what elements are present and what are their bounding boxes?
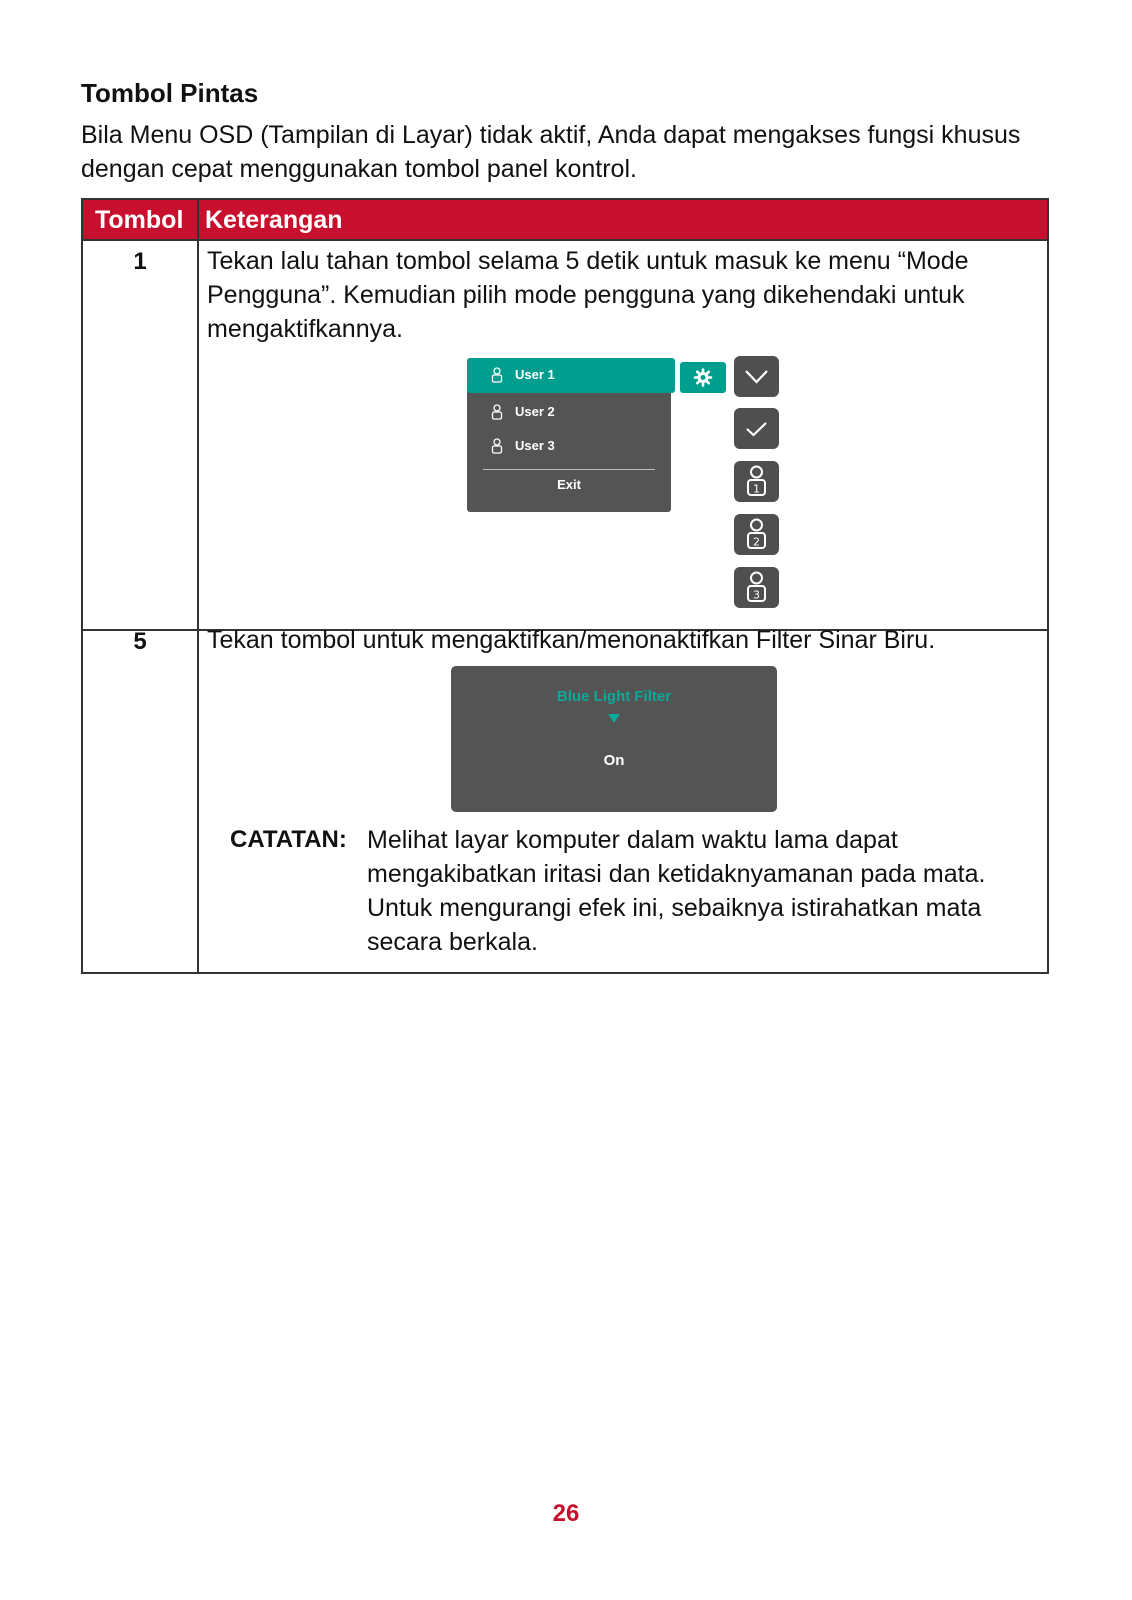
menu-item-user-3 — [467, 429, 671, 464]
section-title: Tombol Pintas — [81, 78, 259, 108]
column-divider — [197, 200, 199, 972]
menu-divider — [483, 469, 655, 470]
row-desc-5: Tekan tombol untuk mengaktifkan/menonaktifkan Filter Sinar Biru. — [207, 626, 936, 654]
menu-item-user-2 — [467, 395, 671, 430]
user-1-button — [734, 461, 779, 502]
check-icon — [734, 408, 779, 449]
svg-text:3: 3 — [753, 588, 760, 602]
table-header — [83, 200, 1047, 241]
user-1-icon — [734, 461, 779, 502]
intro-paragraph: Bila Menu OSD (Tampilan di Layar) tidak aktif, Anda dapat mengakses fungsi khusus dengan cepat menggunakan tombol panel kontrol. — [81, 121, 1021, 183]
gear-icon — [680, 362, 726, 393]
svg-text:2: 2 — [753, 535, 760, 549]
gear-button — [680, 362, 726, 393]
header-tombol: Tombol — [95, 206, 184, 234]
confirm-button — [734, 408, 779, 449]
user-2-icon — [734, 514, 779, 555]
user-3-button — [734, 567, 779, 608]
down-button — [734, 356, 779, 397]
shortcut-table — [81, 198, 1049, 974]
user-icon — [491, 404, 503, 420]
user-icon — [491, 438, 503, 454]
menu-item-label: User 3 — [515, 438, 555, 453]
menu-exit: Exit — [557, 477, 581, 492]
row-key-5: 5 — [133, 628, 147, 655]
page-number: 26 — [552, 1500, 580, 1527]
blue-light-filter-osd — [451, 666, 777, 812]
note-text: Melihat layar komputer dalam waktu lama dapat mengakibatkan iritasi dan ketidaknyamanan pada mata. Untuk mengurangi efek ini, sebaiknya istirahatkan mata secara berkala. — [367, 826, 986, 956]
header-keterangan: Keterangan — [205, 206, 343, 234]
user-icon — [491, 367, 503, 383]
menu-item-label: User 2 — [515, 404, 555, 419]
blf-value: On — [603, 752, 625, 769]
user-mode-menu — [467, 358, 671, 512]
svg-text:1: 1 — [753, 482, 760, 496]
chevron-down-icon — [734, 356, 779, 397]
note-label: CATATAN: — [230, 826, 347, 853]
user-3-icon — [734, 567, 779, 608]
blf-title: Blue Light Filter — [556, 688, 672, 705]
menu-item-label: User 1 — [515, 367, 555, 382]
menu-item-user-1 — [467, 358, 675, 393]
row-desc-1: Tekan lalu tahan tombol selama 5 detik untuk masuk ke menu “Mode Pengguna”. Kemudian pilih mode pengguna yang dikehendaki untuk mengaktifkannya. — [207, 247, 969, 343]
triangle-down-icon — [608, 714, 620, 723]
row-key-1: 1 — [133, 248, 147, 275]
user-2-button — [734, 514, 779, 555]
